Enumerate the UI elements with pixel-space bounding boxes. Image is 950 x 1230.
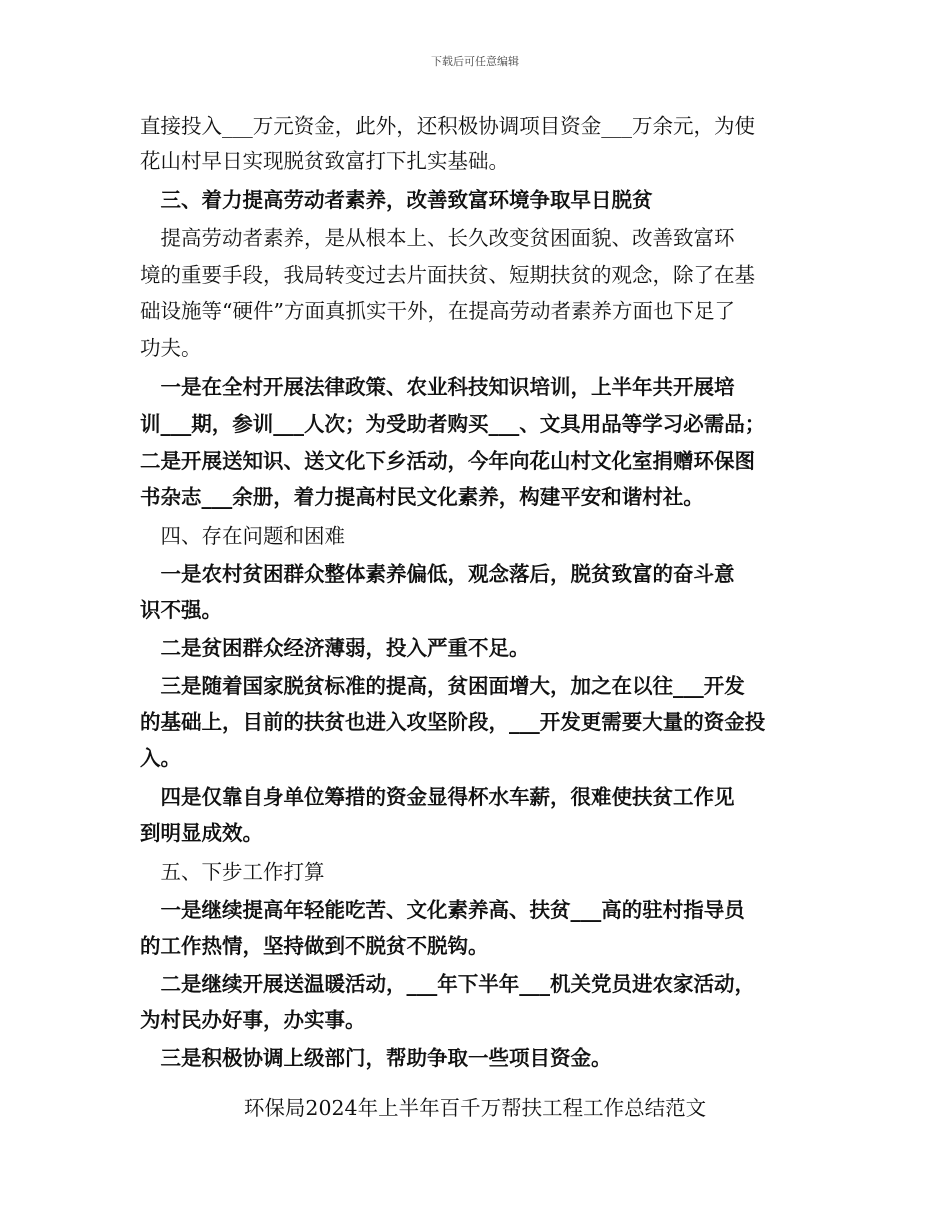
paragraph-line: 的工作热情，坚持做到不脱贫不脱钩。 xyxy=(140,934,489,958)
paragraph-line: 入。 xyxy=(140,746,181,770)
section-heading: 四、存在问题和困难 xyxy=(140,524,345,548)
paragraph-line: 到明显成效。 xyxy=(140,821,263,845)
paragraph-line: 的基础上，目前的扶贫也进入攻坚阶段，___开发更需要大量的资金投 xyxy=(140,710,766,734)
paragraph-line: 一是在全村开展法律政策、农业科技知识培训，上半年共开展培 xyxy=(140,375,735,399)
paragraph-line: 功夫。 xyxy=(140,336,202,360)
paragraph-line: 四是仅靠自身单位筹措的资金显得杯水车薪，很难使扶贫工作见 xyxy=(140,785,735,809)
paragraph-line: 二是继续开展送温暖活动，___年下半年___机关党员进农家活动， xyxy=(140,972,755,996)
paragraph-line: 识不强。 xyxy=(140,598,222,622)
paragraph-line: 三是积极协调上级部门，帮助争取一些项目资金。 xyxy=(140,1046,612,1070)
paragraph-line: 二是开展送知识、送文化下乡活动，今年向花山村文化室捐赠环保图 xyxy=(140,449,755,473)
paragraph-line: 一是农村贫困群众整体素养偏低，观念落后，脱贫致富的奋斗意 xyxy=(140,562,735,586)
paragraph-line: 境的重要手段，我局转变过去片面扶贫、短期扶贫的观念，除了在基 xyxy=(140,263,755,287)
next-document-title: 环保局2024年上半年百千万帮扶工程工作总结范文 xyxy=(243,1096,707,1120)
paragraph-line: 训___期，参训___人次；为受助者购买___、文具用品等学习必需品； xyxy=(140,412,766,436)
paragraph-line: 三是随着国家脱贫标准的提高，贫困面增大，加之在以往___开发 xyxy=(140,674,745,698)
paragraph-line: 二是贫困群众经济薄弱，投入严重不足。 xyxy=(140,636,530,660)
paragraph-line: 书杂志___余册，着力提高村民文化素养，构建平安和谐村社。 xyxy=(140,485,704,509)
paragraph-line: 提高劳动者素养，是从根本上、长久改变贫困面貌、改善致富环 xyxy=(140,226,735,250)
section-heading: 三、着力提高劳动者素养，改善致富环境争取早日脱贫 xyxy=(140,188,653,212)
section-heading: 五、下步工作打算 xyxy=(140,860,325,884)
paragraph-line: 花山村早日实现脱贫致富打下扎实基础。 xyxy=(140,149,509,173)
paragraph-line: 础设施等“硬件”方面真抓实干外，在提高劳动者素养方面也下足了 xyxy=(140,299,735,323)
paragraph-line: 为村民办好事，办实事。 xyxy=(140,1008,366,1032)
paragraph-line: 直接投入___万元资金，此外，还积极协调项目资金___万余元，为使 xyxy=(140,114,755,138)
page-header: 下载后可任意编辑 xyxy=(431,55,519,68)
paragraph-line: 一是继续提高年轻能吃苦、文化素养高、扶贫___高的驻村指导员 xyxy=(140,898,745,922)
